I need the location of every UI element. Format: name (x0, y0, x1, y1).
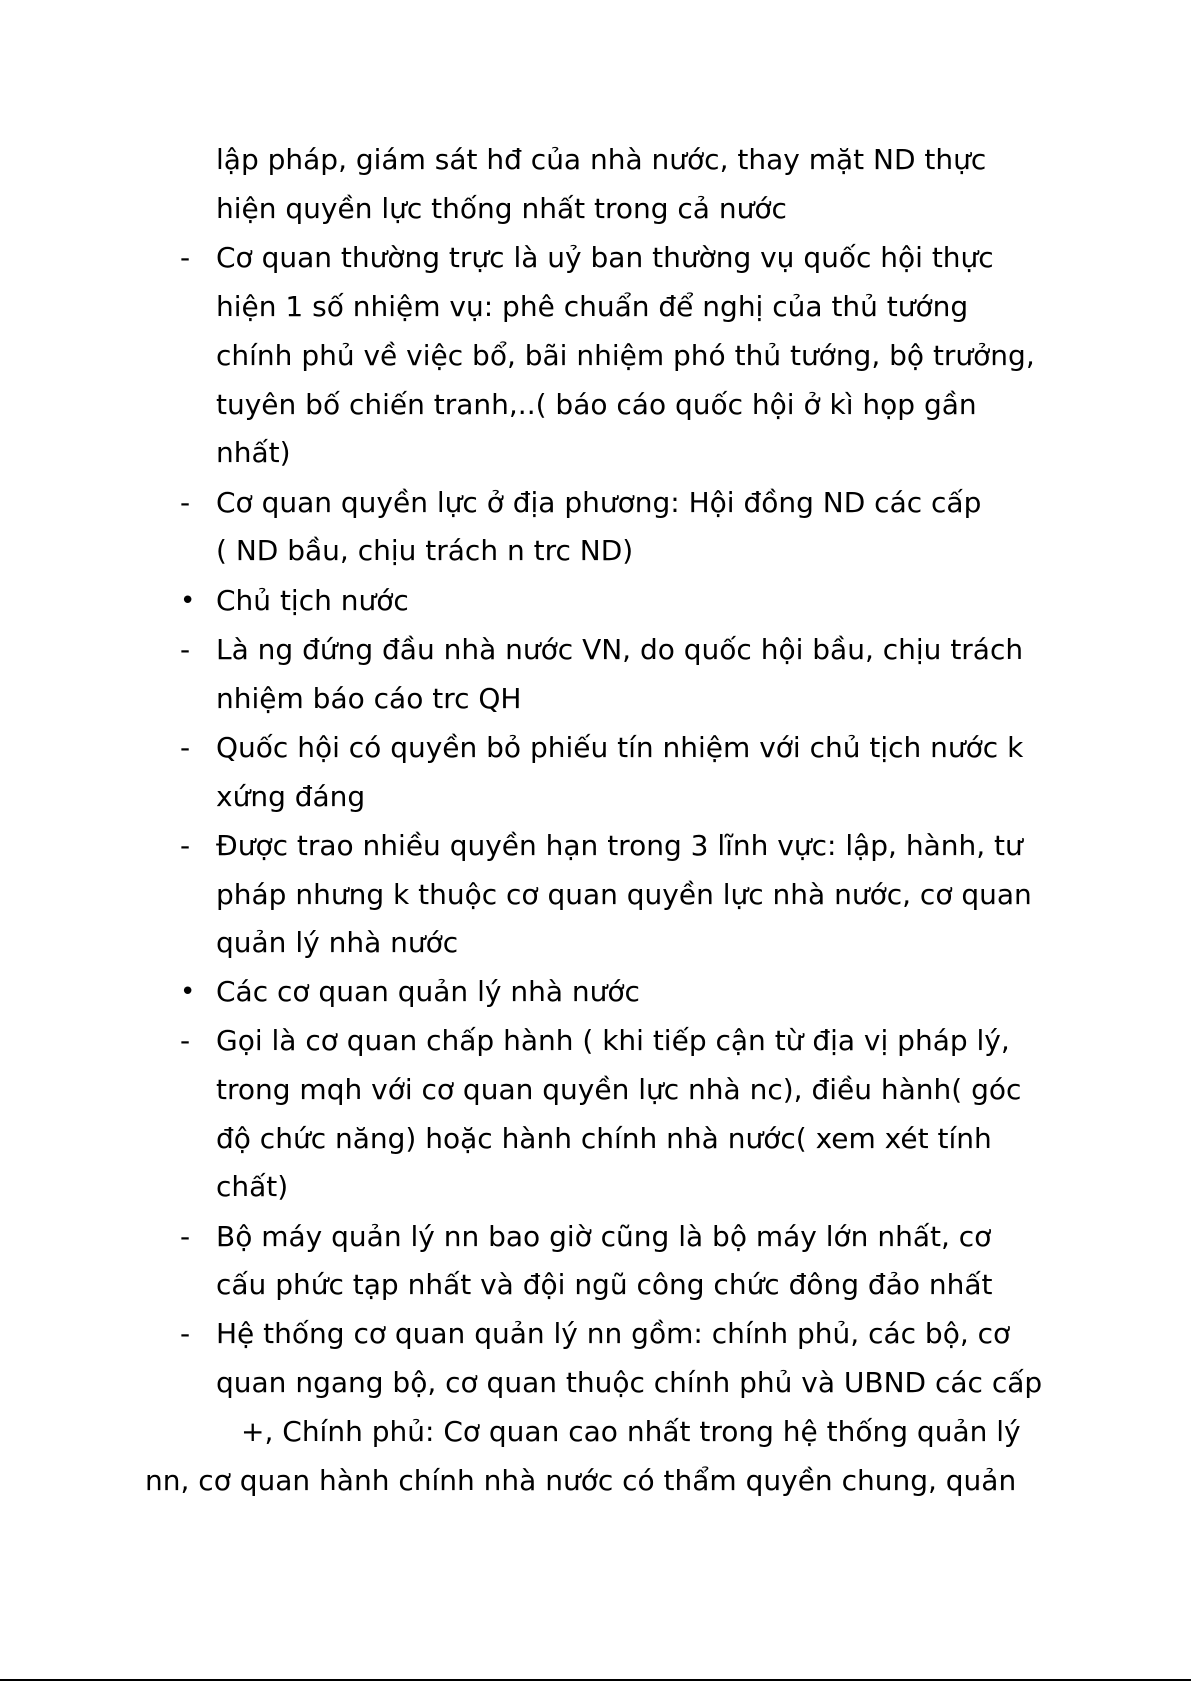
text-line: nn, cơ quan hành chính nhà nước có thẩm quyền chung, quản (145, 1464, 1017, 1497)
dash-marker: - (180, 1024, 191, 1057)
text-line: chất) (216, 1170, 289, 1203)
paragraph-start: +, Chính phủ: Cơ quan cao nhất trong hệ thống quản lý (241, 1415, 1021, 1448)
list-item-text: Cơ quan quyền lực ở địa phương: Hội đồng ND các cấp (216, 486, 982, 519)
dash-marker: - (180, 731, 191, 764)
dash-marker: - (180, 1220, 191, 1253)
text-line: ( ND bầu, chịu trách n trc ND) (216, 534, 634, 567)
page-bottom-rule (0, 1679, 1191, 1681)
text-line: cấu phức tạp nhất và đội ngũ công chức đông đảo nhất (216, 1268, 993, 1301)
text-line: hiện quyền lực thống nhất trong cả nước (216, 192, 787, 225)
text-line: trong mqh với cơ quan quyền lực nhà nc), điều hành( góc (216, 1073, 1022, 1106)
list-item-text: Quốc hội có quyền bỏ phiếu tín nhiệm với chủ tịch nước k (216, 731, 1024, 764)
list-item-text: Bộ máy quản lý nn bao giờ cũng là bộ máy lớn nhất, cơ (216, 1220, 992, 1253)
dash-marker: - (180, 829, 191, 862)
section-heading: Chủ tịch nước (216, 584, 409, 617)
text-line: chính phủ về việc bổ, bãi nhiệm phó thủ tướng, bộ trưởng, (216, 339, 1035, 372)
text-line: lập pháp, giám sát hđ của nhà nước, thay mặt ND thực (216, 143, 987, 176)
dash-marker: - (180, 633, 191, 666)
text-line: pháp nhưng k thuộc cơ quan quyền lực nhà nước, cơ quan (216, 878, 1032, 911)
text-line: nhất) (216, 436, 291, 469)
section-heading: Các cơ quan quản lý nhà nước (216, 975, 640, 1008)
text-line: hiện 1 số nhiệm vụ: phê chuẩn để nghị của thủ tướng (216, 290, 969, 323)
list-item-text: Gọi là cơ quan chấp hành ( khi tiếp cận từ địa vị pháp lý, (216, 1024, 1010, 1057)
list-item-text: Được trao nhiều quyền hạn trong 3 lĩnh vực: lập, hành, tư (216, 829, 1023, 862)
text-line: tuyên bố chiến tranh,..( báo cáo quốc hội ở kì họp gần (216, 388, 977, 421)
dash-marker: - (180, 241, 191, 274)
bullet-marker: • (180, 977, 196, 1007)
text-line: quan ngang bộ, cơ quan thuộc chính phủ và UBND các cấp (216, 1366, 1043, 1399)
dash-marker: - (180, 1317, 191, 1350)
list-item-text: Là ng đứng đầu nhà nước VN, do quốc hội bầu, chịu trách (216, 633, 1024, 666)
list-item-text: Hệ thống cơ quan quản lý nn gồm: chính phủ, các bộ, cơ (216, 1317, 1011, 1350)
bullet-marker: • (180, 586, 196, 616)
text-line: quản lý nhà nước (216, 926, 459, 959)
text-line: xứng đáng (216, 780, 366, 813)
dash-marker: - (180, 486, 191, 519)
list-item-text: Cơ quan thường trực là uỷ ban thường vụ quốc hội thực (216, 241, 994, 274)
text-line: nhiệm báo cáo trc QH (216, 682, 522, 715)
text-line: độ chức năng) hoặc hành chính nhà nước( xem xét tính (216, 1122, 992, 1155)
